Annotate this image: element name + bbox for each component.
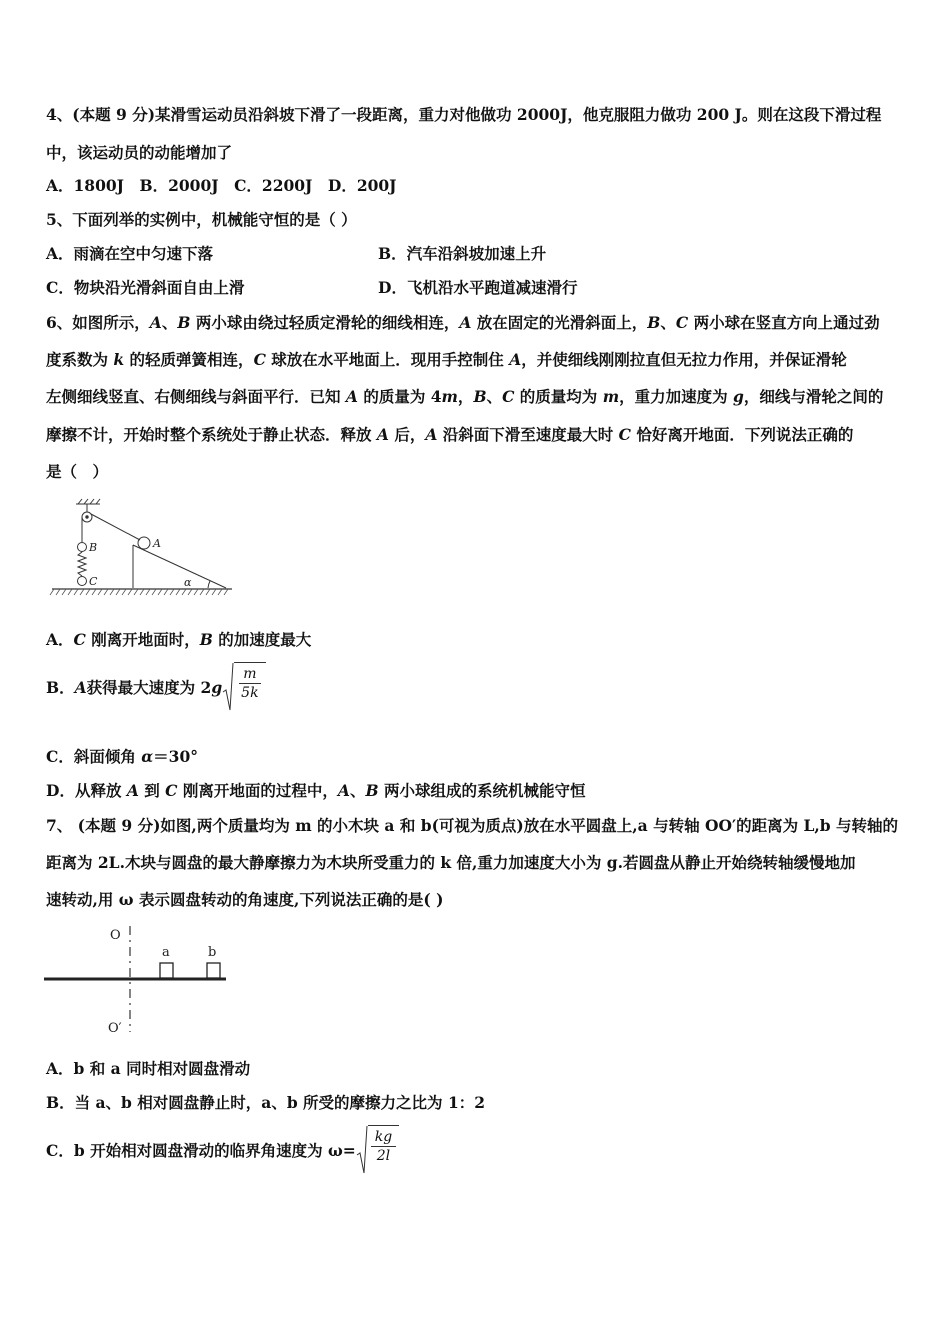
label-b: B <box>89 541 98 554</box>
q6-option-d: D．从释放 A 到 C 刚离开地面的过程中，A、B 两小球组成的系统机械能守恒 <box>46 781 586 800</box>
label-a: A <box>153 537 161 550</box>
q4-options: A．1800J B．2000J C．2200J D．200J <box>46 176 397 195</box>
q5-option-b: B．汽车沿斜坡加速上升 <box>378 244 547 263</box>
sqrt-numerator: kg <box>371 1128 396 1147</box>
q7-stem-line2: 距离为 2L.木块与圆盘的最大静摩擦力为木块所受重力的 k 倍,重力加速度大小为 g.若圆盘从静止开始绕转轴缓慢地加 <box>46 853 856 872</box>
spring <box>78 552 86 576</box>
label-o-bottom: O′ <box>108 1021 122 1036</box>
q6-pulley-incline-figure <box>48 498 238 602</box>
q6-stem-line4: 摩擦不计，开始时整个系统处于静止状态．释放 A 后，A 沿斜面下滑至速度最大时 C 恰好离开地面．下列说法正确的 <box>46 425 854 444</box>
q7-stem-line1: 7、 (本题 9 分)如图,两个质量均为 m 的小木块 a 和 b(可视为质点)放在水平圆盘上,a 与转轴 OO′的距离为 L,b 与转轴的 <box>46 816 899 835</box>
label-o-top: O <box>110 928 121 943</box>
label-alpha: α <box>184 576 192 589</box>
sqrt-denominator: 2l <box>376 1148 391 1164</box>
label-b: b <box>208 945 217 960</box>
q7-option-a: A．b 和 a 同时相对圆盘滑动 <box>46 1059 251 1078</box>
sqrt-numerator: m <box>239 665 260 684</box>
q5-option-a: A．雨滴在空中匀速下落 <box>46 244 214 263</box>
sqrt-expression <box>356 1125 399 1175</box>
q5-stem: 5、下面列举的实例中，机械能守恒的是（ ） <box>46 210 357 229</box>
q6-option-c: C．斜面倾角 α＝30° <box>46 747 198 766</box>
q6-stem-line1: 6、如图所示，A、B 两小球由绕过轻质定滑轮的细线相连，A 放在固定的光滑斜面上，B、C 两小球在竖直方向上通过劲 <box>46 313 880 332</box>
label-a: a <box>162 945 170 960</box>
label-c: C <box>89 575 98 588</box>
q4-stem-line2: 中，该运动员的动能增加了 <box>46 143 233 162</box>
q6-option-a: A．C 刚离开地面时，B 的加速度最大 <box>46 630 312 649</box>
q7-option-c: C．b 开始相对圆盘滑动的临界角速度为 ω= $\frac{kg}{2l}$ <box>46 1125 399 1175</box>
q4-stem-line1: 4、(本题 9 分)某滑雪运动员沿斜坡下滑了一段距离，重力对他做功 2000J，他克服阻力做功 200 J。则在这段下滑过程 <box>46 105 882 124</box>
q6-stem-line2: 度系数为 k 的轻质弹簧相连，C 球放在水平地面上．现用手控制住 A，并使细线刚刚拉直但无拉力作用，并保证滑轮 <box>46 350 847 369</box>
ball-b <box>78 543 87 552</box>
q7-stem-line3: 速转动,用 ω 表示圆盘转动的角速度,下列说法正确的是( ) <box>46 890 444 909</box>
block-b <box>207 963 220 978</box>
sqrt-expression <box>222 662 265 712</box>
ball-c <box>78 577 87 586</box>
q6-option-b: B． A 获得最大速度为 2 g $\frac{m}{5k}$ <box>46 662 266 712</box>
ball-a <box>138 537 150 549</box>
q7-option-b: B．当 a、b 相对圆盘静止时，a、b 所受的摩擦力之比为 1：2 <box>46 1093 486 1112</box>
q5-option-d: D．飞机沿水平跑道减速滑行 <box>378 278 578 297</box>
q6-stem-line3: 左侧细线竖直、右侧细线与斜面平行．已知 A 的质量为 4m，B、C 的质量均为 m，重力加速度为 g，细线与滑轮之间的 <box>46 387 884 406</box>
q7-disk-figure <box>44 922 230 1038</box>
q5-option-c: C．物块沿光滑斜面自由上滑 <box>46 278 245 297</box>
block-a <box>160 963 173 978</box>
q6-stem-line5: 是（ ） <box>46 462 109 481</box>
incline-surface <box>133 545 226 588</box>
sqrt-denominator: 5k <box>241 685 259 701</box>
